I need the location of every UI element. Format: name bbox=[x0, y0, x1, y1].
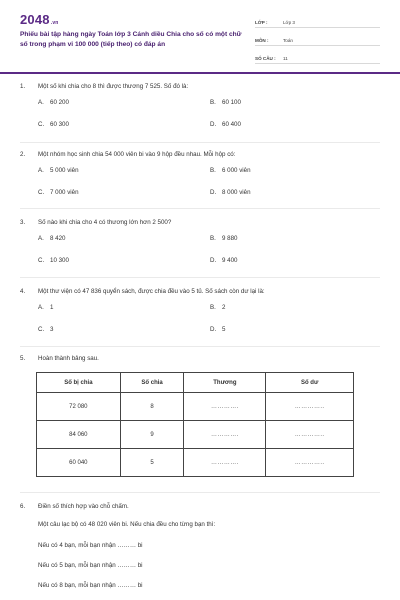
question-number: 5. bbox=[20, 355, 26, 362]
option-letter: A. bbox=[38, 99, 44, 106]
table-cell: 72 080 bbox=[37, 393, 121, 421]
option-letter: C. bbox=[38, 189, 45, 196]
meta-value: Toán bbox=[283, 38, 293, 43]
options bbox=[20, 304, 380, 340]
logo-text: 2048 bbox=[20, 12, 50, 27]
option-letter: A. bbox=[38, 167, 44, 174]
meta-value: 11 bbox=[283, 56, 288, 61]
option-b[interactable] bbox=[210, 167, 251, 174]
division-table bbox=[36, 372, 354, 477]
option-letter: B. bbox=[210, 304, 216, 311]
logo-suffix: .vn bbox=[50, 20, 59, 26]
question-stem bbox=[20, 287, 380, 296]
question-text: Điền số thích hợp vào chỗ chấm. bbox=[38, 503, 129, 510]
meta-box bbox=[255, 14, 380, 68]
answer-blank[interactable]: ………….. bbox=[266, 393, 354, 421]
option-value: 10 300 bbox=[50, 257, 69, 264]
option-letter: B. bbox=[210, 167, 216, 174]
divider bbox=[20, 277, 380, 278]
meta-row-class bbox=[255, 14, 380, 28]
question-text: Một nhóm học sinh chia 54 000 viên bi vào 9 hộp đều nhau. Mỗi hộp có: bbox=[38, 151, 236, 158]
option-value: 8 420 bbox=[50, 235, 66, 242]
table-cell: 9 bbox=[120, 421, 184, 449]
question-number: 6. bbox=[20, 503, 26, 510]
meta-row-subject bbox=[255, 32, 380, 46]
answer-blank[interactable]: …………. bbox=[184, 421, 266, 449]
table-row bbox=[37, 449, 354, 477]
divider bbox=[20, 492, 380, 493]
fill-in-line[interactable]: Nếu có 8 bạn, mỗi bạn nhận ……… bi bbox=[38, 582, 143, 589]
divider bbox=[20, 208, 380, 209]
option-letter: A. bbox=[38, 304, 44, 311]
meta-label: MÔN : bbox=[255, 38, 269, 43]
question-2 bbox=[20, 150, 380, 203]
question-number: 4. bbox=[20, 288, 26, 295]
question-6 bbox=[20, 502, 380, 511]
options bbox=[20, 167, 380, 203]
question-3 bbox=[20, 218, 380, 271]
question-text: Một số khi chia cho 8 thì được thương 7 525. Số đó là: bbox=[38, 83, 189, 90]
answer-blank[interactable]: …………. bbox=[184, 393, 266, 421]
question-stem bbox=[20, 82, 380, 91]
question-text: Hoàn thành bảng sau. bbox=[38, 355, 99, 362]
option-letter: A. bbox=[38, 235, 44, 242]
option-c[interactable] bbox=[38, 189, 79, 196]
option-d[interactable] bbox=[210, 326, 225, 333]
option-value: 1 bbox=[50, 304, 54, 311]
option-value: 2 bbox=[222, 304, 226, 311]
table-cell: 8 bbox=[120, 393, 184, 421]
option-value: 60 100 bbox=[222, 99, 241, 106]
options bbox=[20, 235, 380, 271]
option-b[interactable] bbox=[210, 304, 225, 311]
option-a[interactable] bbox=[38, 167, 79, 174]
meta-label: SỐ CÂU : bbox=[255, 56, 276, 61]
option-letter: B. bbox=[210, 99, 216, 106]
option-value: 6 000 viên bbox=[222, 167, 251, 174]
meta-row-count bbox=[255, 50, 380, 64]
table-cell: 5 bbox=[120, 449, 184, 477]
answer-blank[interactable]: ………….. bbox=[266, 449, 354, 477]
options bbox=[20, 99, 380, 135]
header-divider bbox=[0, 72, 400, 74]
column-header: Số dư bbox=[266, 373, 354, 393]
option-value: 7 000 viên bbox=[50, 189, 79, 196]
option-value: 60 200 bbox=[50, 99, 69, 106]
option-a[interactable] bbox=[38, 235, 65, 242]
option-d[interactable] bbox=[210, 257, 237, 264]
meta-value: Lớp 3 bbox=[283, 20, 295, 25]
question-text: Số nào khi chia cho 4 có thương lớn hơn 2 500? bbox=[38, 219, 172, 226]
option-value: 8 000 viên bbox=[222, 189, 251, 196]
question-number: 3. bbox=[20, 219, 26, 226]
table-row bbox=[37, 393, 354, 421]
column-header: Số chia bbox=[120, 373, 184, 393]
table-cell: 60 040 bbox=[37, 449, 121, 477]
answer-blank[interactable]: ………….. bbox=[266, 421, 354, 449]
question-1 bbox=[20, 82, 380, 135]
fill-in-line[interactable]: Nếu có 4 bạn, mỗi bạn nhận ……… bi bbox=[38, 542, 143, 549]
option-value: 5 000 viên bbox=[50, 167, 79, 174]
option-b[interactable] bbox=[210, 99, 241, 106]
option-c[interactable] bbox=[38, 121, 69, 128]
question-5 bbox=[20, 354, 380, 363]
table-cell: 84 060 bbox=[37, 421, 121, 449]
option-value: 9 400 bbox=[222, 257, 238, 264]
divider bbox=[20, 346, 380, 347]
answer-blank[interactable]: …………. bbox=[184, 449, 266, 477]
option-value: 9 880 bbox=[222, 235, 238, 242]
question-number: 1. bbox=[20, 83, 26, 90]
option-b[interactable] bbox=[210, 235, 237, 242]
question-stem bbox=[20, 218, 380, 227]
column-header: Thương bbox=[184, 373, 266, 393]
option-value: 5 bbox=[222, 326, 226, 333]
option-letter: B. bbox=[210, 235, 216, 242]
option-a[interactable] bbox=[38, 304, 53, 311]
question-stem bbox=[20, 354, 380, 363]
worksheet-title: Phiếu bài tập hàng ngày Toán lớp 3 Cánh diều Chia cho số có một chữ số trong phạm vi 100 000 (tiếp theo) có đáp án bbox=[20, 31, 242, 48]
fill-in-line[interactable]: Nếu có 5 bạn, mỗi bạn nhận ……… bi bbox=[38, 562, 143, 569]
option-d[interactable] bbox=[210, 189, 251, 196]
option-value: 60 400 bbox=[222, 121, 241, 128]
question-stem bbox=[20, 150, 380, 159]
option-letter: C. bbox=[38, 326, 45, 333]
option-c[interactable] bbox=[38, 326, 53, 333]
option-value: 3 bbox=[50, 326, 54, 333]
option-letter: D. bbox=[210, 121, 217, 128]
question-stem bbox=[20, 502, 380, 511]
question-4 bbox=[20, 287, 380, 340]
option-c[interactable] bbox=[38, 257, 69, 264]
option-value: 60 300 bbox=[50, 121, 69, 128]
option-letter: D. bbox=[210, 257, 217, 264]
option-letter: D. bbox=[210, 326, 217, 333]
column-header: Số bị chia bbox=[37, 373, 121, 393]
problem-statement: Một câu lạc bộ có 48 020 viên bi. Nếu chia đều cho từng bạn thì: bbox=[38, 521, 216, 528]
worksheet-header bbox=[0, 0, 400, 72]
site-logo[interactable] bbox=[20, 12, 59, 27]
table-header-row bbox=[37, 373, 354, 393]
option-letter: D. bbox=[210, 189, 217, 196]
table-row bbox=[37, 421, 354, 449]
option-d[interactable] bbox=[210, 121, 241, 128]
question-text: Một thư viện có 47 836 quyển sách, được chia đều vào 5 tủ. Số sách còn dư lại là: bbox=[38, 288, 265, 295]
question-number: 2. bbox=[20, 151, 26, 158]
divider bbox=[20, 142, 380, 143]
meta-label: LỚP : bbox=[255, 20, 268, 25]
option-letter: C. bbox=[38, 257, 45, 264]
option-letter: C. bbox=[38, 121, 45, 128]
option-a[interactable] bbox=[38, 99, 69, 106]
